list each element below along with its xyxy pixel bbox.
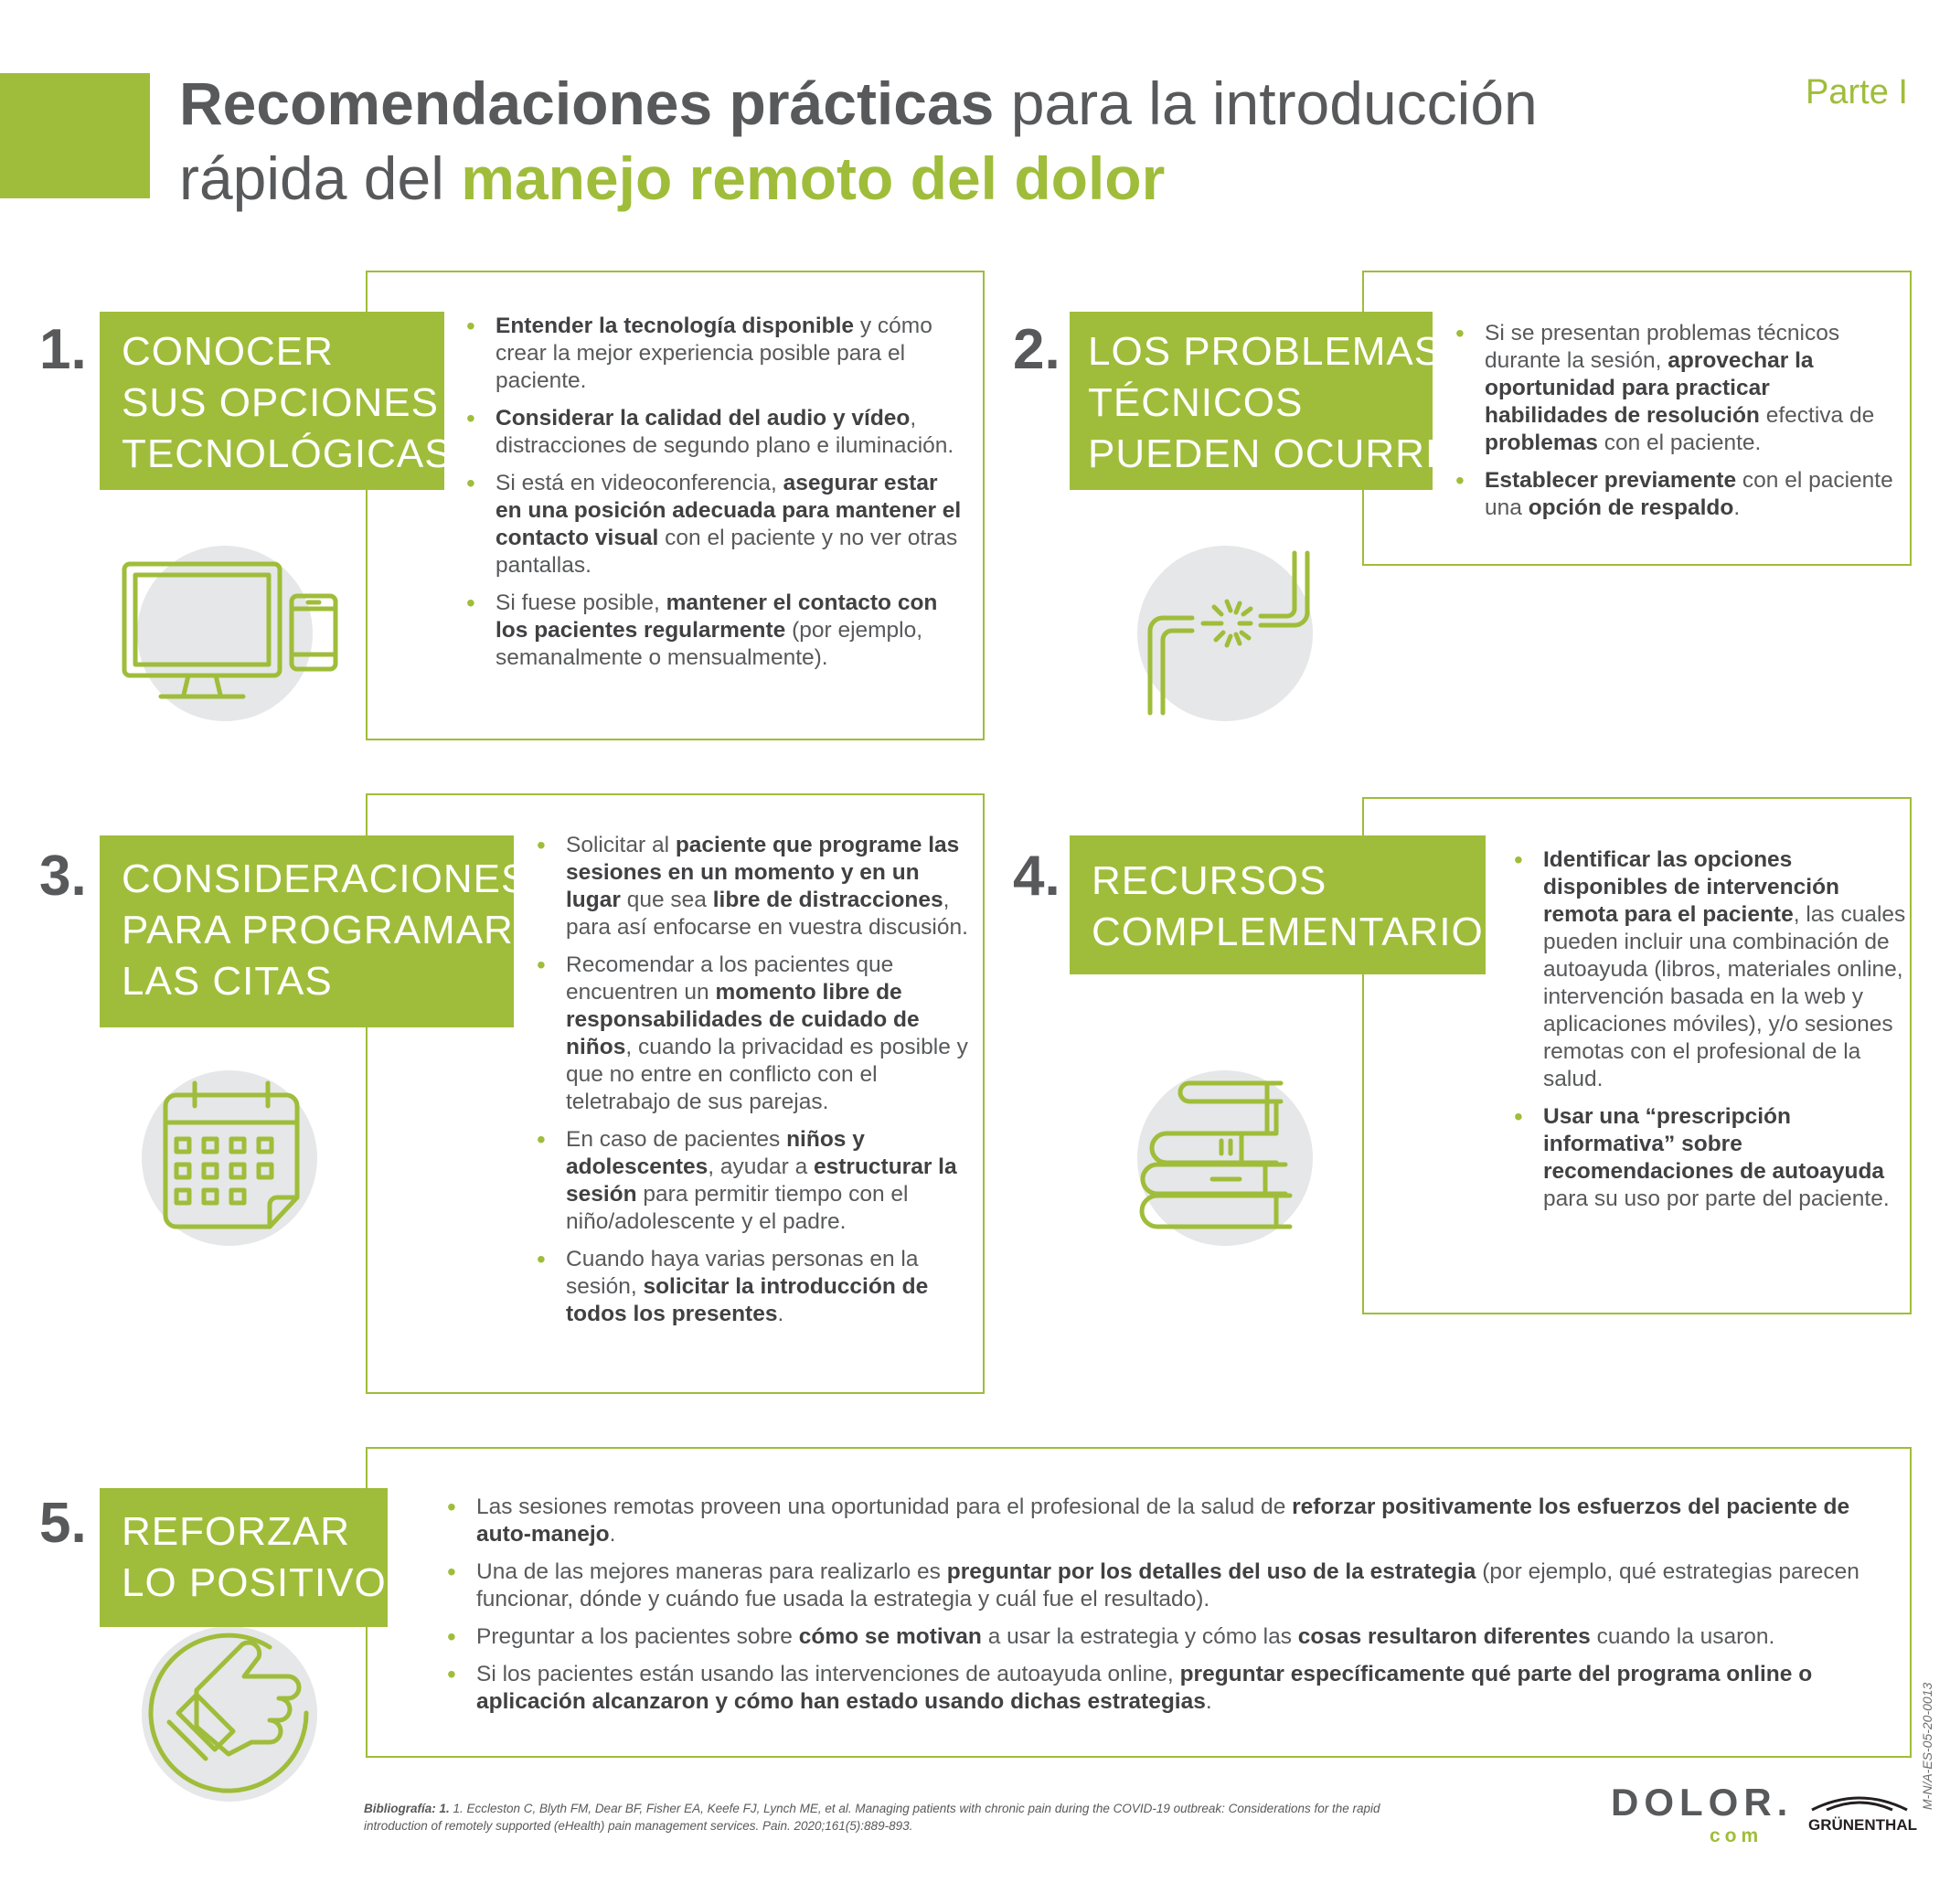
section-1-number: 1. xyxy=(39,318,87,381)
section-1-label: CONOCER SUS OPCIONES TECNOLÓGICAS xyxy=(100,312,444,490)
bullet-item: • Si fuese posible, mantener el contacto con los pacientes regularmente (por ejemplo, semanalmente o mensualmente). xyxy=(461,590,965,672)
bullet-item: • Usar una “prescripción informativa” sobre recomendaciones de autoayuda para su uso por parte del paciente. xyxy=(1508,1103,1907,1213)
calendar-icon xyxy=(158,1079,304,1234)
bullet-item: • En caso de pacientes niños y adolescentes, ayudar a estructurar la sesión para permitir tiempo con el niño/adolescente y el padre. xyxy=(531,1126,970,1236)
section-5-bullets xyxy=(442,1494,1877,1726)
header-accent-bar xyxy=(0,73,150,198)
bullet-item: • Establecer previamente con el paciente una opción de respaldo. xyxy=(1450,467,1898,522)
section-2-bullets xyxy=(1450,320,1898,532)
bullet-item: • Si se presentan problemas técnicos durante la sesión, aprovechar la oportunidad para practicar habilidades de resolución efectiva de problemas con el paciente. xyxy=(1450,320,1898,457)
bullet-item: • Considerar la calidad del audio y vídeo, distracciones de segundo plano e iluminación. xyxy=(461,405,965,460)
books-icon xyxy=(1148,1079,1304,1234)
part-indicator: Parte I xyxy=(1806,73,1908,112)
dolor-logo-com: com xyxy=(1710,1825,1764,1846)
bullet-item: • Una de las mejores maneras para realizarlo es preguntar por los detalles del uso de la estrategia (por ejemplo, qué estrategias parecen funcionar, dónde y cuándo fue usada la estrategia y cuál fue el resultado). xyxy=(442,1558,1877,1613)
section-3-label: CONSIDERACIONES PARA PROGRAMAR LAS CITAS xyxy=(100,835,514,1027)
grunenthal-logo-mark xyxy=(1808,1793,1911,1812)
dolor-logo: DOLOR. xyxy=(1611,1781,1794,1824)
section-3-number: 3. xyxy=(39,845,87,908)
bullet-item: • Identificar las opciones disponibles de intervención remota para el paciente, las cuales pueden incluir una combinación de autoayuda (libros, materiales online, intervención basada en la web y aplicaciones móviles), y/o sesiones remotas con el profesional de la salud. xyxy=(1508,846,1907,1093)
bullet-item: • Entender la tecnología disponible y cómo crear la mejor experiencia posible para el paciente. xyxy=(461,313,965,395)
section-4-bullets xyxy=(1508,846,1907,1223)
bullet-item: • Las sesiones remotas proveen una oportunidad para el profesional de la salud de reforzar positivamente los esfuerzos del paciente de auto-manejo. xyxy=(442,1494,1877,1548)
section-2-number: 2. xyxy=(1013,318,1060,381)
section-5-label: REFORZAR LO POSITIVO xyxy=(100,1488,388,1627)
bullet-item: • Cuando haya varias personas en la sesión, solicitar la introducción de todos los presentes. xyxy=(531,1246,970,1328)
bullet-item: • Recomendar a los pacientes que encuentren un momento libre de responsabilidades de cuidado de niños, cuando la privacidad es posible y que no entre en conflicto con el teletrabajo de sus parejas. xyxy=(531,952,970,1116)
bullet-item: • Preguntar a los pacientes sobre cómo se motivan a usar la estrategia y cómo las cosas resultaron diferentes cuando la usaron. xyxy=(442,1623,1877,1651)
bullet-item: • Si está en videoconferencia, asegurar estar en una posición adecuada para mantener el contacto visual con el paciente y no ver otras pantallas. xyxy=(461,470,965,580)
thumbs-up-icon xyxy=(142,1626,315,1800)
document-code: M-N/A-ES-05-20-0013 xyxy=(1920,1682,1934,1810)
section-4-number: 4. xyxy=(1013,845,1060,908)
bullet-item: • Si los pacientes están usando las intervenciones de autoayuda online, preguntar específicamente qué parte del programa online o aplicación alcanzaron y cómo han estado usando dichas estrategias. xyxy=(442,1661,1877,1716)
bullet-item: • Solicitar al paciente que programe las sesiones en un momento y en un lugar que sea libre de distracciones, para así enfocarse en vuestra discusión. xyxy=(531,832,970,941)
section-3-bullets xyxy=(531,832,970,1338)
section-4-label: RECURSOS COMPLEMENTARIOS xyxy=(1070,835,1486,974)
section-2-label: LOS PROBLEMAS TÉCNICOS PUEDEN OCURRIR xyxy=(1070,312,1433,490)
monitor-phone-icon xyxy=(120,559,339,706)
bibliography: Bibliografía: 1. 1. Eccleston C, Blyth FM, Dear BF, Fisher EA, Keefe FJ, Lynch ME, et al. Managing patients with chronic pain during the COVID-19 outbreak: Considerations for the rapid introduction of remotely supported (eHealth) pain management services. Pain. 2020;161(5):889-893. xyxy=(364,1802,1380,1833)
section-5-number: 5. xyxy=(39,1492,87,1555)
section-1-bullets xyxy=(461,313,965,682)
grunenthal-logo: GRÜNENTHAL xyxy=(1808,1816,1917,1834)
page-title: Recomendaciones prácticas para la introducción rápida del manejo remoto del dolor xyxy=(179,69,1538,212)
broken-cable-icon xyxy=(1137,548,1320,722)
